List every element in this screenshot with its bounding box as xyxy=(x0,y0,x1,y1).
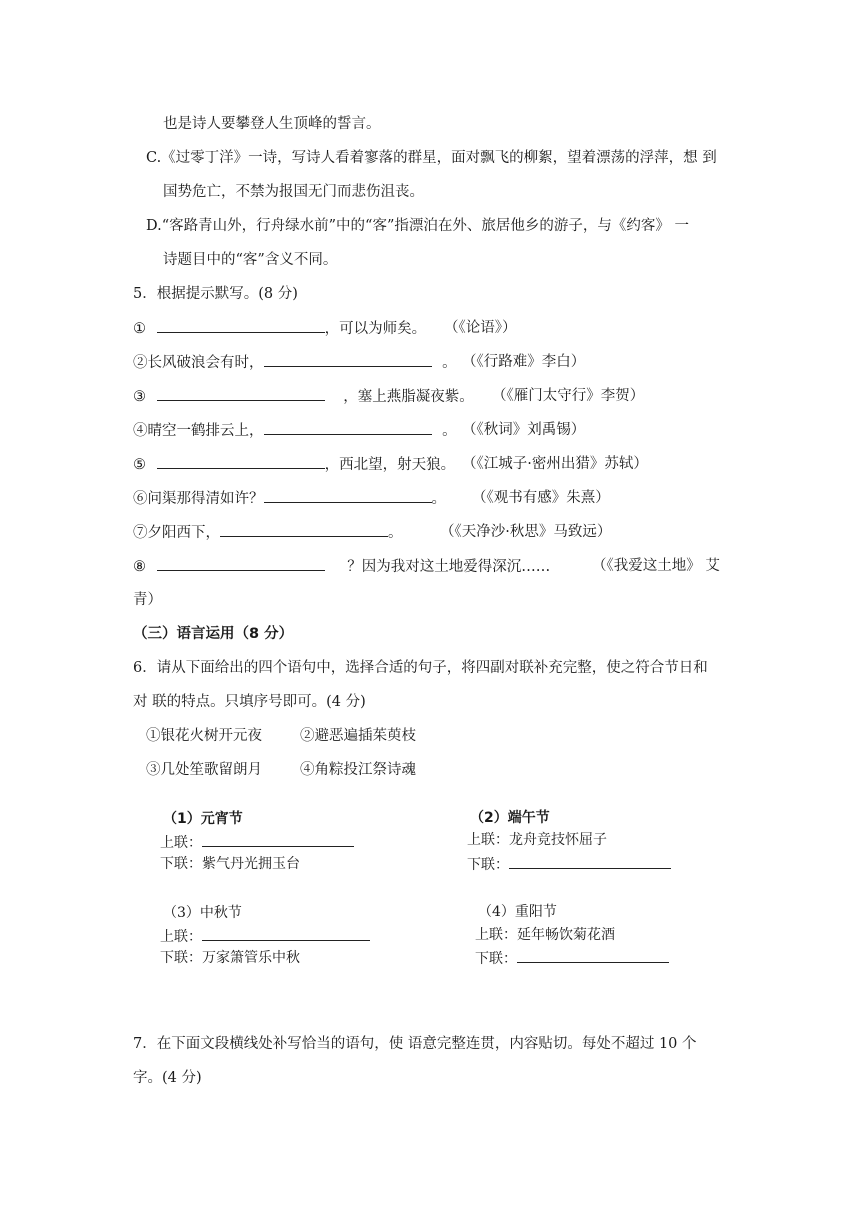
q5-item-before: 问渠那得清如许？ xyxy=(147,491,264,507)
q5-item-4 xyxy=(133,420,457,441)
couplet-4-title: （4）重阳节 xyxy=(478,904,557,920)
fill-blank[interactable] xyxy=(264,420,432,435)
q5-item-number: ④ xyxy=(133,423,148,439)
q4-option-d-line2: 诗题目中的“客”含义不同。 xyxy=(163,252,338,268)
q5-item-5-source: （《江城子·密州出猎》苏轼） xyxy=(462,456,648,472)
couplet-3-lower: 下联：万家箫管乐中秋 xyxy=(160,950,300,966)
fill-blank[interactable] xyxy=(264,488,432,503)
q7-prompt-line1: 7．在下面文段横线处补写恰当的语句，使 语意完整连贯，内容贴切。每处不超过 10 个 xyxy=(133,1036,697,1052)
q5-item-2-source: （《行路难》李白） xyxy=(462,354,586,370)
q5-item-8-source-cont: 青） xyxy=(133,592,162,608)
upper-label: 上联： xyxy=(160,835,202,851)
q5-item-number: ③ xyxy=(133,389,146,405)
q6-option-2: ②避恶遍插茱萸枝 xyxy=(300,728,416,744)
q5-item-after: ，西北望，射天狼。 xyxy=(324,457,456,473)
q5-item-6-source: （《观书有感》朱熹） xyxy=(472,490,610,506)
section-3-heading: （三）语言运用（8 分） xyxy=(133,626,294,642)
q5-item-number: ⑦ xyxy=(133,525,148,541)
lower-label: 下联： xyxy=(475,951,517,967)
q5-item-1-source: （《论语》） xyxy=(444,320,517,336)
q5-item-3 xyxy=(133,386,474,407)
q5-item-before: 夕阳西下， xyxy=(147,525,220,541)
q5-item-after: ，塞上燕脂凝夜紫。 xyxy=(343,389,474,405)
q5-item-before: 长风破浪会有时， xyxy=(147,355,264,371)
q5-item-6 xyxy=(133,488,446,509)
q6-option-3: ③几处笙歌留朗月 xyxy=(146,762,262,778)
q6-prompt-line1: 6．请从下面给出的四个语句中，选择合适的句子，将四副对联补充完整，使之符合节日和 xyxy=(133,660,708,676)
fill-blank[interactable] xyxy=(220,522,388,537)
q5-item-4-source: （《秋词》刘禹锡） xyxy=(462,422,586,438)
q5-item-2 xyxy=(133,352,457,373)
q5-item-5 xyxy=(133,454,455,475)
couplet-3-title: （3）中秋节 xyxy=(163,905,242,921)
q5-item-after: 。 xyxy=(388,525,403,541)
q7-prompt-line2: 字。(4 分) xyxy=(133,1070,202,1086)
upper-label: 上联： xyxy=(160,929,202,945)
couplet-2-lower xyxy=(467,854,671,875)
q6-option-1: ①银花火树开元夜 xyxy=(146,728,262,744)
fill-blank[interactable] xyxy=(157,556,325,571)
couplet-3-upper xyxy=(160,926,370,947)
fill-blank[interactable] xyxy=(202,832,354,847)
q5-item-number: ① xyxy=(133,321,146,337)
fill-blank[interactable] xyxy=(157,318,325,333)
q5-item-number: ⑤ xyxy=(133,457,146,473)
q6-option-4: ④角粽投江祭诗魂 xyxy=(300,762,416,778)
q6-prompt-line2: 对 联的特点。只填序号即可。(4 分) xyxy=(133,694,366,710)
q5-title: 5．根据提示默写。(8 分) xyxy=(133,286,298,302)
couplet-2-title: （2）端午节 xyxy=(470,810,550,826)
fill-blank[interactable] xyxy=(157,454,325,469)
fill-blank[interactable] xyxy=(517,948,669,963)
q5-item-7 xyxy=(133,522,403,543)
fill-blank[interactable] xyxy=(509,854,671,869)
q5-item-3-source: （《雁门太守行》李贺） xyxy=(492,388,645,404)
q5-item-after: ？因为我对这土地爱得深沉…… xyxy=(347,559,551,575)
fill-blank[interactable] xyxy=(202,926,370,941)
q5-item-after: ，可以为师矣。 xyxy=(324,321,427,337)
couplet-2-upper: 上联：龙舟竞技怀屈子 xyxy=(467,832,607,848)
q5-item-8-source: （《我爱这土地》 艾 xyxy=(592,558,720,574)
q5-item-8 xyxy=(133,556,550,577)
couplet-4-upper: 上联：延年畅饮菊花酒 xyxy=(475,927,615,943)
couplet-4-lower xyxy=(475,948,669,969)
q5-item-before: 晴空一鹤排云上， xyxy=(147,423,264,439)
q4-option-c-line2: 国势危亡，不禁为报国无门而悲伤沮丧。 xyxy=(163,184,424,200)
couplet-1-title: （1）元宵节 xyxy=(163,811,243,827)
q4-option-d-line1: D.“客路青山外，行舟绿水前”中的“客”指漂泊在外、旅居他乡的游子，与《约客》 一 xyxy=(146,218,689,234)
q5-item-after: 。 xyxy=(431,491,446,507)
q4-option-b-continuation: 也是诗人要攀登人生顶峰的誓言。 xyxy=(163,116,381,132)
q5-item-number: ⑧ xyxy=(133,559,146,575)
lower-label: 下联： xyxy=(467,857,509,873)
fill-blank[interactable] xyxy=(157,386,325,401)
q5-item-after: 。 xyxy=(442,423,457,439)
q5-item-1 xyxy=(133,318,426,339)
q5-item-after: 。 xyxy=(442,355,457,371)
fill-blank[interactable] xyxy=(264,352,432,367)
q5-item-number: ② xyxy=(133,355,148,371)
q5-item-number: ⑥ xyxy=(133,491,148,507)
q4-option-c-line1: C.《过零丁洋》一诗，写诗人看着寥落的群星，面对飘飞的柳絮，望着漂荡的浮萍，想 到 xyxy=(146,150,717,166)
couplet-1-lower: 下联：紫气丹光拥玉台 xyxy=(160,856,300,872)
couplet-1-upper xyxy=(160,832,354,853)
q5-item-7-source: （《天净沙·秋思》马致远） xyxy=(440,524,612,540)
